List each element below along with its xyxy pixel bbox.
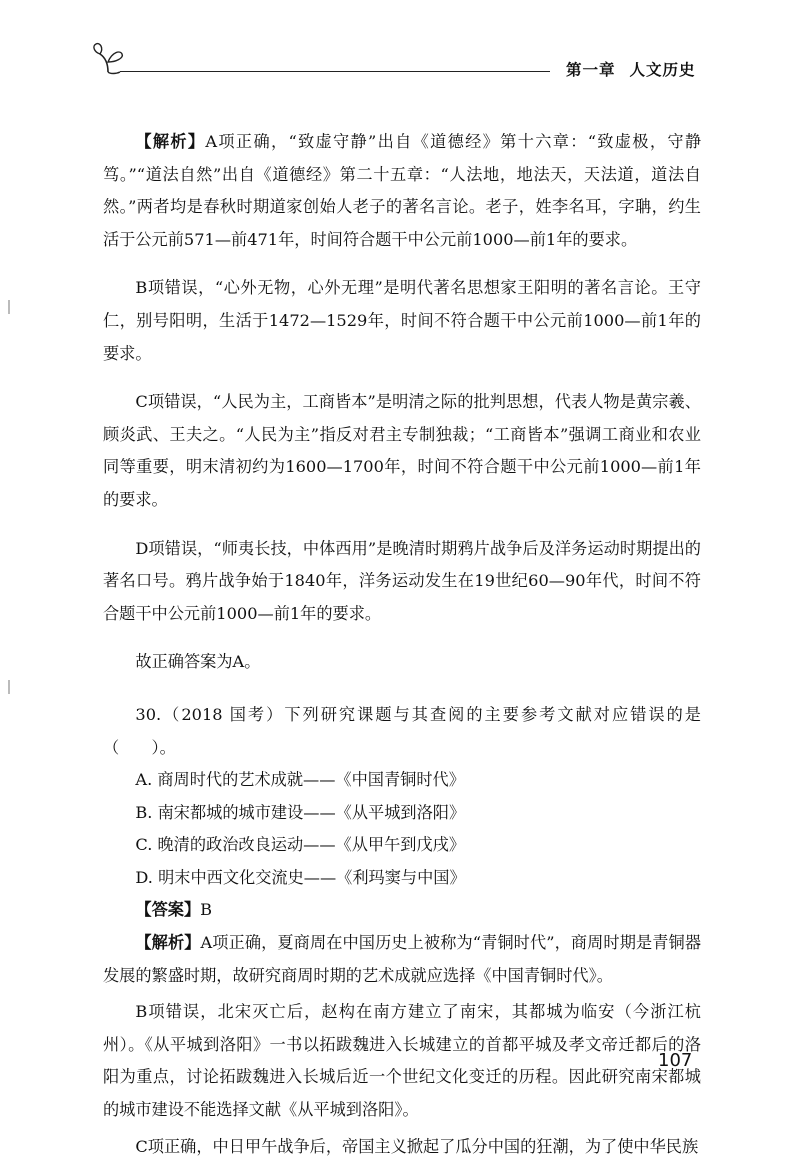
scan-margin-mark: [8, 300, 10, 314]
paragraph-option-b: B项错误，“心外无物，心外无理”是明代著名思想家王阳明的著名言论。王守仁，别号阳明，生活于1472—1529年，时间不符合题干中公元前1000—前1年的要求。: [103, 278, 701, 363]
question-option-a: A. 商周时代的艺术成就——《中国青铜时代》: [135, 770, 465, 790]
paragraph-option-c: C项错误，“人民为主，工商皆本”是明清之际的批判思想，代表人物是黄宗羲、顾炎武、王夫之。“人民为主”指反对君主专制独裁；“工商皆本”强调工商业和农业同等重要，明末清初约为1600—1700年，时间不符合题干中公元前1000—前1年的要求。: [103, 392, 701, 509]
question-option-c: C. 晚清的政治改良运动——《从甲午到戊戌》: [135, 835, 466, 855]
analysis-tag: 【解析】: [135, 132, 206, 151]
header-rule: [120, 71, 550, 72]
question-option-d: D. 明末中西文化交流史——《利玛窦与中国》: [135, 867, 466, 887]
paragraph-conclusion: 故正确答案为A。: [135, 652, 261, 672]
paragraph-option-d: D项错误，“师夷长技，中体西用”是晚清时期鸦片战争后及洋务运动时期提出的著名口号。鸦片战争始于1840年，洋务运动发生在19世纪60—90年代，时间不符合题干中公元前1000—前1年的要求。: [103, 538, 701, 623]
answer-tag: 【答案】: [135, 900, 201, 920]
question-stem: 30.（2018 国考）下列研究课题与其查阅的主要参考文献对应错误的是（ ）。: [103, 704, 701, 757]
chapter-number: 第一章: [566, 61, 616, 79]
analysis-paragraph: [103, 126, 701, 256]
chapter-title: 人文历史: [629, 61, 696, 79]
paragraph-option-b-2: B项错误，北宋灭亡后，赵构在南方建立了南宋，其都城为临安（今浙江杭州）。《从平城到洛阳》一书以拓跋魏进入长城建立的首都平城及孝文帝迁都后的洛阳为重点，讨论拓跋魏进入长城后近一个世纪文化变迁的历程。因此研究南宋都城的城市建设不能选择文献《从平城到洛阳》。: [103, 1002, 701, 1120]
analysis-paragraph-2: [103, 927, 701, 992]
page-header: [0, 0, 800, 90]
chapter-heading: [566, 58, 696, 80]
analysis-text-2: A项正确，夏商周在中国历史上被称为“青铜时代”，商周时期是青铜器发展的繁盛时期，故研究商周时期的艺术成就应选择《中国青铜时代》。: [103, 933, 702, 985]
analysis-text: A项正确，“致虚守静”出自《道德经》第十六章：“致虚极，守静笃。”“道法自然”出自《道德经》第二十五章：“人法地，地法天，天法道，道法自然。”两者均是春秋时期道家创始人老子的著名言论。老子，姓李名耳，字聃，约生活于公元前571—前471年，时间符合题干中公元前1000—前1年的要求。: [103, 132, 702, 249]
analysis-tag-2: 【解析】: [135, 933, 201, 953]
question-option-b: B. 南宋都城的城市建设——《从平城到洛阳》: [135, 802, 466, 822]
page-body: [103, 126, 701, 1163]
scan-margin-mark: [8, 680, 10, 694]
paragraph-option-c-2: C项正确，中日甲午战争后，帝国主义掀起了瓜分中国的狂潮，为了使中华民族: [135, 1136, 699, 1156]
page-number: 107: [658, 1050, 693, 1071]
answer-line: [103, 894, 701, 927]
answer-value: B: [200, 900, 213, 920]
